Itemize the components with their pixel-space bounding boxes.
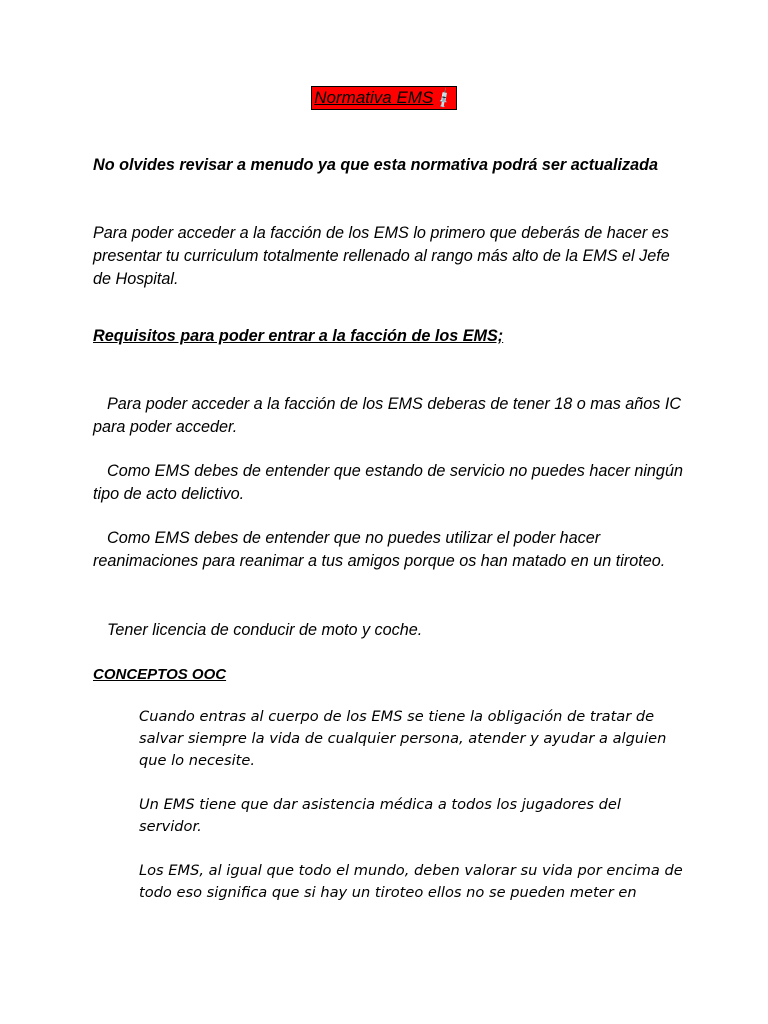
ooc-item: Los EMS, al igual que todo el mundo, deben valorar su vida por encima de todo eso significa que si hay un tiroteo ellos no se pueden meter en [139,862,683,901]
requirement-item: Tener licencia de conducir de moto y coche. [107,621,423,639]
intro-notice: No olvides revisar a menudo ya que esta normativa podrá ser actualizada [93,156,658,174]
requirements-heading: Requisitos para poder entrar a la facción de los EMS; [93,327,504,345]
intro-paragraph: Para poder acceder a la facción de los EMS lo primero que deberás de hacer es presentar tu curriculum totalmente rellenado al rango más alto de la EMS el Jefe de Hospital. [93,224,670,288]
requirement-item: Como EMS debes de entender que estando de servicio no puedes hacer ningún tipo de acto delictivo. [93,462,683,503]
syringe-icon: 💉 [432,86,456,110]
requirement-item: Para poder acceder a la facción de los EMS deberas de tener 18 o mas años IC para poder acceder. [93,395,682,436]
title-wrap [0,86,768,110]
ooc-item: Cuando entras al cuerpo de los EMS se tiene la obligación de tratar de salvar siempre la vida de cualquier persona, atender y ayudar a alguien que lo necesite. [139,708,667,769]
requirement-item: Como EMS debes de entender que no puedes utilizar el poder hacer reanimaciones para reanimar a tus amigos porque os han matado en un tiroteo. [93,529,666,570]
document-title [311,86,456,110]
document-title-text: Normativa EMS [314,88,434,107]
ooc-heading: CONCEPTOS OOC [93,666,227,683]
ooc-item: Un EMS tiene que dar asistencia médica a todos los jugadores del servidor. [139,796,621,835]
